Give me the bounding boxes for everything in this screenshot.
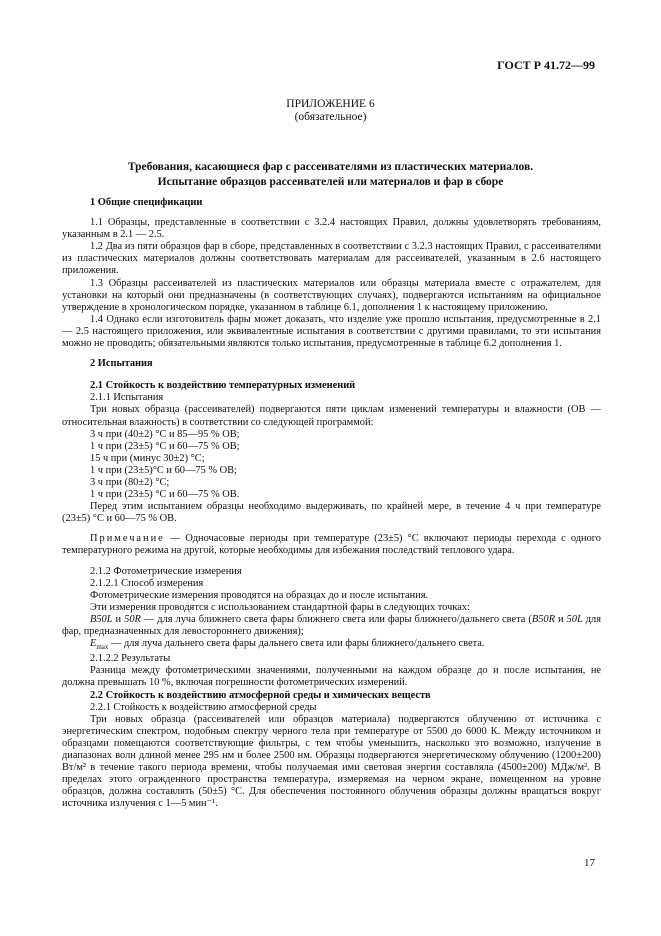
annex-subtitle: (обязательное) <box>294 111 367 123</box>
program-item: 15 ч при (минус 30±2) °С; <box>90 452 205 464</box>
driving-beam-point: $E_{max}$ — для луча дальнего света фары дальнего света или фары ближнего/дальнего света. <box>90 638 485 652</box>
passing-beam-points: B50L и 50R — для луча ближнего света фары ближнего света или фары ближнего/дальнего света (B50R и 50L для фар, предназначенных для левостороннего движения); <box>62 613 601 637</box>
section-2-2-1-heading: 2.2.1 Стойкость к воздействию атмосферной среды <box>90 701 317 713</box>
page-number: 17 <box>584 857 595 869</box>
note-label: Примечание <box>90 533 165 545</box>
section-2-1-2-2-heading: 2.1.2.2 Результаты <box>90 653 171 665</box>
section-2-1-1-text: Три новых образца (рассеивателей) подвергаются пяти циклам изменений температуры и влажности (ОВ — относительная влажность) в соответствии со следующей программой: <box>62 404 601 428</box>
note <box>62 533 601 557</box>
section-2-2-1-text: Три новых образца (рассеивателей или образцов материала) подвергаются облучению от источника с энергетическим спектром, подобным спектру черного тела при температуре от 5500 до 6000 К. Между источником и образцами помещаются соответствующие фильтры, с тем чтобы уменьшить, насколько это возможно, излучение в диапазонах волн длиной менее 295 нм и более 2500 нм. Образцы подвергаются энергетическому облучению (1200±200) Вт/м² в течение такого периода времени, чтобы получаемая ими световая энергия составляла (4500±200) МДж/м². В пределах этого огражденного пространства температура, измеряемая на черном экране, помещенном на уровне образцов, должна составлять (50±5) °С. Для обеспечения постоянного облучения образцы должны вращаться вокруг источника излучения с 1—5 мин⁻¹. <box>62 713 601 810</box>
section-2-1-2-heading: 2.1.2 Фотометрические измерения <box>90 565 242 577</box>
document-title <box>0 160 661 190</box>
standard-number: ГОСТ Р 41.72—99 <box>497 58 595 72</box>
paragraph-1-2: 1.2 Два из пяти образцов фар в сборе, представленных в соответствии с 3.2.3 настоящих Правил, с рассеивателями из пластических материалов должны соответствовать материалам для рассеивателей, указанным в 2.6 настоящего приложения. <box>62 241 601 277</box>
section-2-1-heading: 2.1 Стойкость к воздействию температурных изменений <box>90 380 356 392</box>
section-2-1-2-1-heading: 2.1.2.1 Способ измерения <box>90 577 204 589</box>
measurement-text-2: Эти измерения проводятся с использованием стандартной фары в следующих точках: <box>90 601 470 613</box>
annex-title: ПРИЛОЖЕНИЕ 6 <box>286 98 375 110</box>
section-1-heading: 1 Общие спецификации <box>90 197 203 208</box>
measurement-text-1: Фотометрические измерения проводятся на образцах до и после испытания. <box>90 589 429 601</box>
section-2-heading: 2 Испытания <box>90 358 153 370</box>
document-body <box>62 197 601 810</box>
program-item: 1 ч при (23±5) °С и 60—75 % ОВ. <box>90 489 240 501</box>
paragraph-1-4: 1.4 Однако если изготовитель фары может доказать, что изделие уже прошло испытания, предусмотренные в 2.1 — 2.5 настоящего приложения, или эквивалентные испытания в соответствии с другими правилами, то эти испытания можно не проводить; обязательными являются только испытания, предусмотренные в таблице 6.2 дополнения 1. <box>62 313 601 350</box>
section-2-2-heading: 2.2 Стойкость к воздействию атмосферной среды и химических веществ <box>90 689 431 701</box>
section-2-1-1-heading: 2.1.1 Испытания <box>90 392 164 404</box>
paragraph-1-1: 1.1 Образцы, представленные в соответствии с 3.2.4 настоящих Правил, должны удовлетворять требованиям, указанным в 2.1 — 2.5. <box>62 217 601 241</box>
title-line-2: Испытание образцов рассеивателей или материалов и фар в сборе <box>157 176 504 188</box>
results-text: Разница между фотометрическими значениями, полученными на каждом образце до и после испытания, не должна превышать 10 %, включая погрешности фотометрических измерений. <box>62 665 601 689</box>
program-item: 3 ч при (40±2) °С и 85—95 % ОВ; <box>90 428 240 440</box>
paragraph-1-3: 1.3 Образцы рассеивателей из пластических материалов или образцы материала вместе с отражателем, для установки на который они предназначены (в соответствующих случаях), подвергаются испытаниям на официальное утверждение в хронологическом порядке, указанном в таблице 6.1, дополнения 1 к настоящему приложению. <box>62 277 601 313</box>
pre-test-conditioning: Перед этим испытанием образцы необходимо выдерживать, по крайней мере, в течение 4 ч при температуре (23±5) °С и 60—75 % ОВ. <box>62 501 601 525</box>
annex-header <box>0 98 661 124</box>
program-item: 1 ч при (23±5)°С и 60—75 % ОВ; <box>90 464 237 476</box>
title-line-1: Требования, касающиеся фар с рассеивателями из пластических материалов. <box>127 161 534 173</box>
note-text: — Одночасовые периоды при температуре (23±5) °С включают периоды перехода с одного температурного режима на другой, которые необходимы для избежания последствий теплового удара. <box>62 533 601 557</box>
program-item: 1 ч при (23±5) °С и 60—75 % ОВ; <box>90 440 240 452</box>
program-item: 3 ч при (80±2) °С; <box>90 476 170 488</box>
